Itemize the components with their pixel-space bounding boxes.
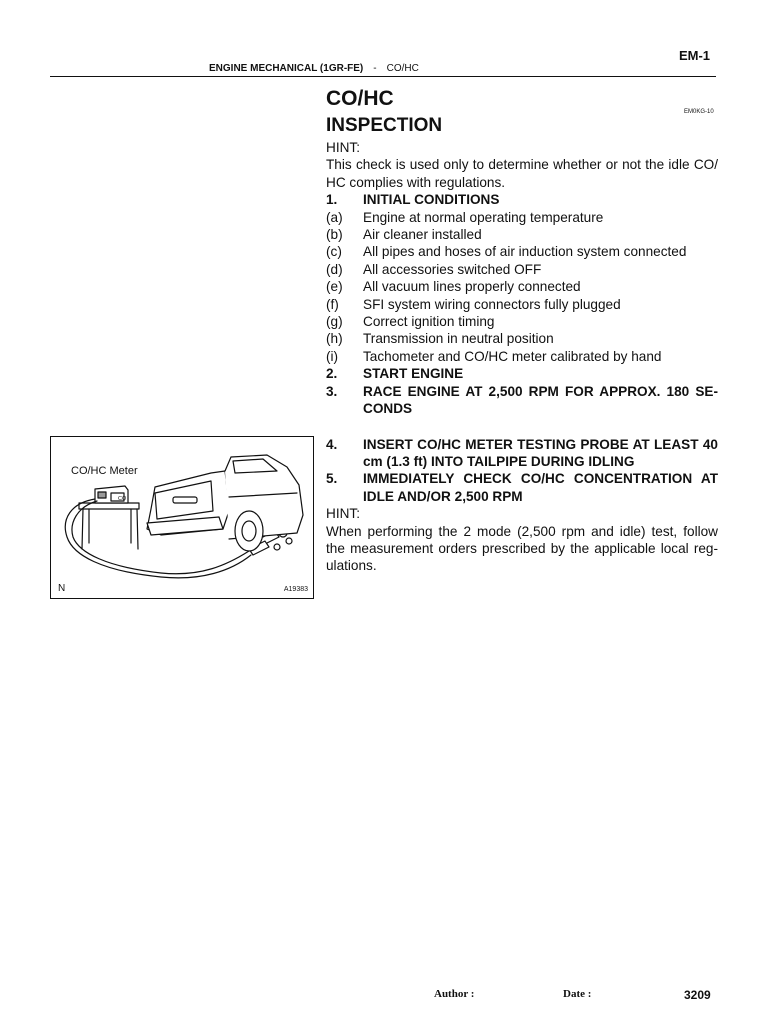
hint-label: HINT: bbox=[326, 140, 360, 155]
section-title: INSPECTION bbox=[326, 115, 443, 136]
condition-text: All accessories switched OFF bbox=[363, 261, 542, 277]
header-rule bbox=[50, 76, 716, 77]
step-item bbox=[326, 436, 718, 471]
illustration-figure bbox=[50, 436, 314, 599]
exhaust-puff bbox=[286, 538, 292, 544]
step-text: INSERT CO/HC METER TESTING PROBE AT LEAST 40 cm (1.3 ft) INTO TAILPIPE DURING IDLING bbox=[363, 436, 718, 469]
step-text: RACE ENGINE AT 2,500 RPM FOR APPROX. 180 SE-CONDS bbox=[363, 383, 718, 417]
exhaust-puff bbox=[274, 544, 280, 550]
step-number: 4. bbox=[326, 436, 338, 452]
condition-item bbox=[326, 226, 718, 243]
hint-text: This check is used only to determine whether or not the idle CO/ HC complies with regulations. bbox=[326, 157, 718, 190]
spacer bbox=[326, 418, 718, 436]
condition-text: SFI system wiring connectors fully plugged bbox=[363, 296, 621, 312]
date-label: Date : bbox=[563, 988, 592, 1000]
condition-item bbox=[326, 313, 718, 330]
step-number: 5. bbox=[326, 471, 338, 487]
table-leg bbox=[137, 509, 138, 549]
section-name: ENGINE MECHANICAL (1GR-FE) bbox=[209, 63, 364, 74]
condition-item bbox=[326, 261, 718, 278]
rear-wheel bbox=[235, 511, 263, 551]
running-head bbox=[209, 63, 419, 74]
step-number: 3. bbox=[326, 383, 338, 399]
page-code: EM-1 bbox=[678, 48, 710, 63]
step-text: START ENGINE bbox=[363, 366, 464, 382]
condition-letter: (a) bbox=[326, 209, 343, 225]
step-text: INITIAL CONDITIONS bbox=[363, 192, 500, 208]
page-footer bbox=[0, 988, 768, 1004]
meter-display bbox=[98, 492, 106, 498]
condition-item bbox=[326, 209, 718, 226]
condition-item bbox=[326, 278, 718, 295]
condition-letter: (i) bbox=[326, 348, 339, 364]
figure-corner-mark: N bbox=[58, 583, 66, 594]
hint-label: HINT: bbox=[326, 506, 360, 522]
hint-text: When performing the 2 mode (2,500 rpm and idle) test, follow the measurement orders prescribed by the applicable local reg-ulations. bbox=[326, 523, 718, 574]
condition-letter: (f) bbox=[326, 296, 339, 312]
reference-code: EM0KG-10 bbox=[684, 109, 714, 115]
condition-letter: (e) bbox=[326, 279, 343, 295]
step-text: IMMEDIATELY CHECK CO/HC CONCENTRATION AT IDLE AND/OR 2,500 RPM bbox=[363, 471, 718, 504]
condition-letter: (h) bbox=[326, 331, 343, 347]
meter-label: CO bbox=[118, 496, 127, 502]
step-number: 1. bbox=[326, 192, 338, 208]
step-item bbox=[326, 365, 718, 382]
subsection-name: CO/HC bbox=[386, 63, 419, 74]
figure-label: CO/HC Meter bbox=[71, 465, 138, 477]
page-number: 3209 bbox=[684, 988, 711, 1002]
condition-letter: (d) bbox=[326, 261, 343, 277]
main-content bbox=[326, 86, 718, 575]
step-number: 2. bbox=[326, 366, 338, 382]
step-item bbox=[326, 191, 718, 208]
step-item bbox=[326, 470, 718, 505]
condition-text: Transmission in neutral position bbox=[363, 331, 554, 347]
table-leg bbox=[82, 509, 83, 549]
condition-item bbox=[326, 243, 718, 260]
condition-letter: (g) bbox=[326, 314, 343, 330]
header-separator: - bbox=[373, 63, 377, 74]
condition-item bbox=[326, 330, 718, 347]
truck-meter-illustration bbox=[51, 437, 313, 598]
condition-letter: (c) bbox=[326, 244, 342, 260]
condition-text: Tachometer and CO/HC meter calibrated by hand bbox=[363, 348, 662, 364]
step-item bbox=[326, 383, 718, 418]
condition-letter: (b) bbox=[326, 227, 343, 243]
condition-item bbox=[326, 348, 718, 365]
condition-item bbox=[326, 296, 718, 313]
condition-text: Air cleaner installed bbox=[363, 227, 482, 243]
condition-text: Correct ignition timing bbox=[363, 314, 495, 330]
condition-text: All vacuum lines properly connected bbox=[363, 279, 581, 295]
page-title: CO/HC bbox=[326, 87, 394, 110]
condition-text: All pipes and hoses of air induction system connected bbox=[363, 244, 687, 260]
author-label: Author : bbox=[434, 988, 475, 1000]
condition-text: Engine at normal operating temperature bbox=[363, 209, 604, 225]
table-top bbox=[79, 503, 139, 509]
figure-code: A19383 bbox=[283, 586, 308, 593]
